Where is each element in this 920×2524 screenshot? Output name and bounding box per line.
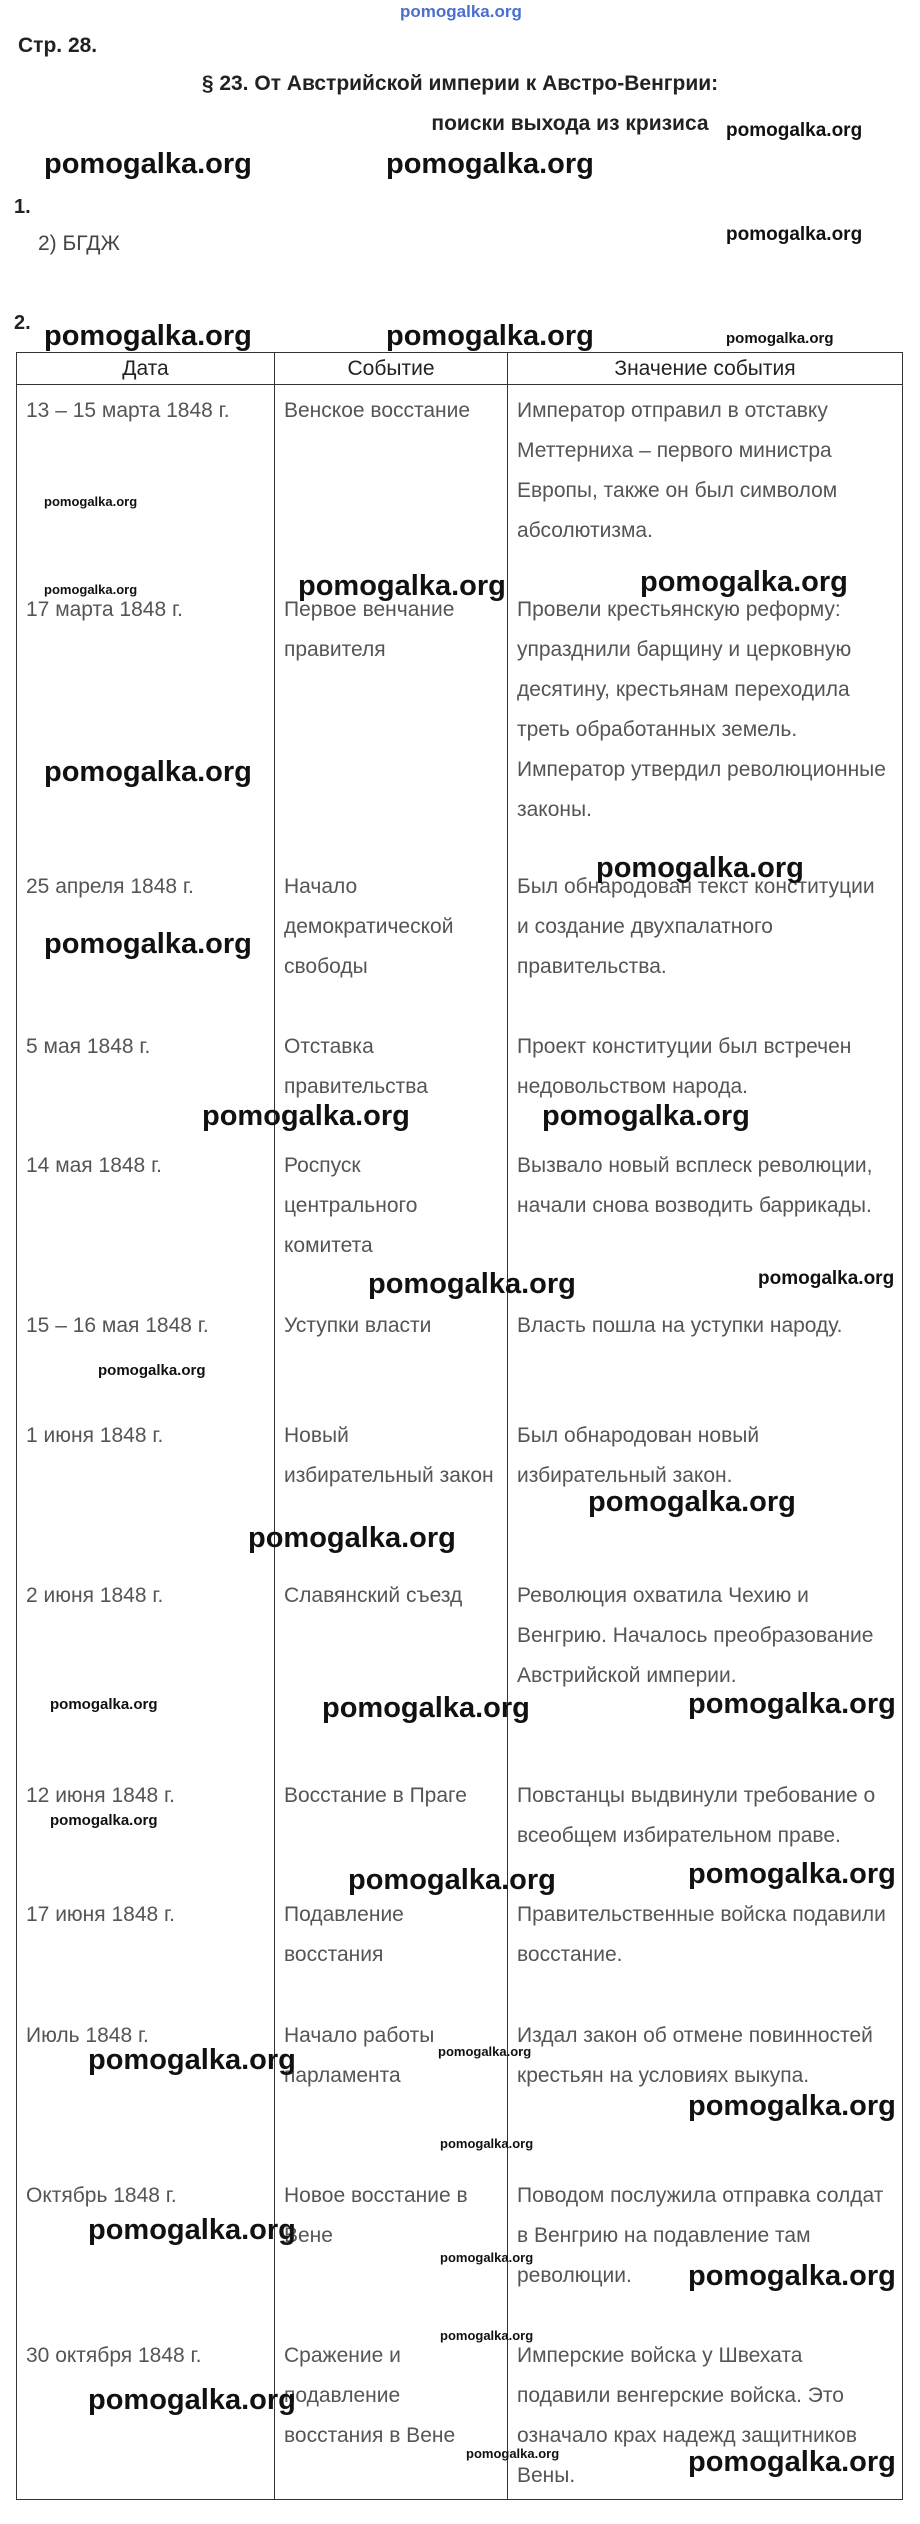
watermark: pomogalka.org [726, 330, 834, 347]
cell-meaning: Был обнародован новый избирательный закон. [508, 1410, 903, 1570]
watermark-top: pomogalka.org [400, 2, 522, 21]
cell-event: Начало работы парламента [275, 2010, 508, 2170]
events-table [16, 352, 903, 2500]
watermark: pomogalka.org [44, 320, 252, 352]
watermark: pomogalka.org [688, 2090, 896, 2122]
watermark: pomogalka.org [542, 1100, 750, 1132]
watermark: pomogalka.org [438, 2044, 532, 2059]
cell-date: Октябрь 1848 г. [17, 2170, 275, 2330]
page-number: Стр. 28. [18, 34, 98, 57]
cell-meaning: Поводом послужила отправка солдат в Венгрию на подавление там революции. [508, 2170, 903, 2330]
watermark: pomogalka.org [322, 1692, 530, 1724]
cell-meaning: Провели крестьянскую реформу: упразднили барщину и церковную десятину, крестьянам переходила треть обработанных земель. Император утвердил революционные законы. [508, 584, 903, 861]
watermark: pomogalka.org [688, 2260, 896, 2292]
cell-date: 2 июня 1848 г. [17, 1570, 275, 1770]
watermark: pomogalka.org [44, 928, 252, 960]
watermark: pomogalka.org [386, 148, 594, 180]
watermark: pomogalka.org [596, 852, 804, 884]
cell-event: Новое восстание в Вене [275, 2170, 508, 2330]
cell-meaning: Имперские войска у Швехата подавили венгерские войска. Это означало крах надежд защитников Вены. [508, 2330, 903, 2500]
cell-event: Восстание в Праге [275, 1770, 508, 1889]
watermark: pomogalka.org [50, 1696, 158, 1713]
cell-event: Роспуск центрального комитета [275, 1140, 508, 1300]
table-row [17, 1570, 903, 1770]
watermark: pomogalka.org [588, 1486, 796, 1518]
watermark: pomogalka.org [440, 2136, 534, 2151]
cell-date: 5 мая 1848 г. [17, 1021, 275, 1140]
cell-meaning: Революция охватила Чехию и Венгрию. Началось преобразование Австрийской империи. [508, 1570, 903, 1770]
cell-date: 13 – 15 марта 1848 г. [17, 385, 275, 584]
watermark: pomogalka.org [466, 2446, 560, 2461]
watermark: pomogalka.org [758, 1268, 895, 1289]
watermark: pomogalka.org [440, 2250, 534, 2265]
question-1-number: 1. [14, 196, 31, 218]
cell-event: Подавление восстания [275, 1889, 508, 2010]
table-row [17, 1021, 903, 1140]
cell-date: 30 октября 1848 г. [17, 2330, 275, 2500]
watermark: pomogalka.org [440, 2328, 534, 2343]
cell-meaning: Повстанцы выдвинули требование о всеобщем избирательном праве. [508, 1770, 903, 1889]
watermark: pomogalka.org [386, 320, 594, 352]
cell-meaning: Проект конституции был встречен недовольством народа. [508, 1021, 903, 1140]
watermark: pomogalka.org [348, 1864, 556, 1896]
header-meaning: Значение события [508, 353, 903, 385]
watermark: pomogalka.org [88, 2044, 296, 2076]
cell-event: Начало демократической свободы [275, 861, 508, 1021]
cell-meaning: Был обнародован текст конституции и создание двухпалатного правительства. [508, 861, 903, 1021]
paragraph-title: § 23. От Австрийской империи к Австро-Венгрии: [201, 72, 719, 95]
paragraph-subtitle: поиски выхода из кризиса [431, 112, 709, 135]
cell-date: 15 – 16 мая 1848 г. [17, 1300, 275, 1410]
cell-date: Июль 1848 г. [17, 2010, 275, 2170]
watermark: pomogalka.org [298, 570, 506, 602]
cell-meaning: Власть пошла на уступки народу. [508, 1300, 903, 1410]
cell-meaning: Издал закон об отмене повинностей крестьян на условиях выкупа. [508, 2010, 903, 2170]
watermark: pomogalka.org [248, 1522, 456, 1554]
watermark: pomogalka.org [98, 1362, 206, 1379]
cell-meaning: Император отправил в отставку Меттерниха – первого министра Европы, также он был символом абсолютизма. [508, 385, 903, 584]
cell-event: Первое венчание правителя [275, 584, 508, 861]
cell-meaning: Вызвало новый всплеск революции, начали снова возводить баррикады. [508, 1140, 903, 1300]
table-row [17, 385, 903, 584]
header-event: Событие [275, 353, 508, 385]
watermark: pomogalka.org [88, 2214, 296, 2246]
watermark: pomogalka.org [726, 120, 863, 141]
cell-date: 1 июня 1848 г. [17, 1410, 275, 1570]
watermark: pomogalka.org [688, 2446, 896, 2478]
cell-meaning: Правительственные войска подавили восстание. [508, 1889, 903, 2010]
cell-event: Славянский съезд [275, 1570, 508, 1770]
watermark: pomogalka.org [88, 2384, 296, 2416]
table-header-row [17, 353, 903, 385]
cell-event: Сражение и подавление восстания в Вене [275, 2330, 508, 2500]
watermark: pomogalka.org [50, 1812, 158, 1829]
cell-date: 12 июня 1848 г. [17, 1770, 275, 1889]
cell-event: Венское восстание [275, 385, 508, 584]
watermark: pomogalka.org [640, 566, 848, 598]
cell-date: 17 марта 1848 г. [17, 584, 275, 861]
watermark: pomogalka.org [688, 1858, 896, 1890]
watermark: pomogalka.org [44, 494, 138, 509]
watermark: pomogalka.org [688, 1688, 896, 1720]
cell-event: Отставка правительства [275, 1021, 508, 1140]
cell-date: 25 апреля 1848 г. [17, 861, 275, 1021]
watermark: pomogalka.org [44, 756, 252, 788]
watermark: pomogalka.org [44, 582, 138, 597]
watermark: pomogalka.org [368, 1268, 576, 1300]
question-1-answer: 2) БГДЖ [38, 232, 120, 255]
header-date: Дата [17, 353, 275, 385]
table-row [17, 1300, 903, 1410]
table-row [17, 584, 903, 861]
watermark: pomogalka.org [726, 224, 863, 245]
watermark: pomogalka.org [202, 1100, 410, 1132]
question-2-number: 2. [14, 312, 31, 334]
cell-event: Уступки власти [275, 1300, 508, 1410]
watermark: pomogalka.org [44, 148, 252, 180]
cell-date: 14 мая 1848 г. [17, 1140, 275, 1300]
cell-event: Новый избирательный закон [275, 1410, 508, 1570]
cell-date: 17 июня 1848 г. [17, 1889, 275, 2010]
table-row [17, 1889, 903, 2010]
